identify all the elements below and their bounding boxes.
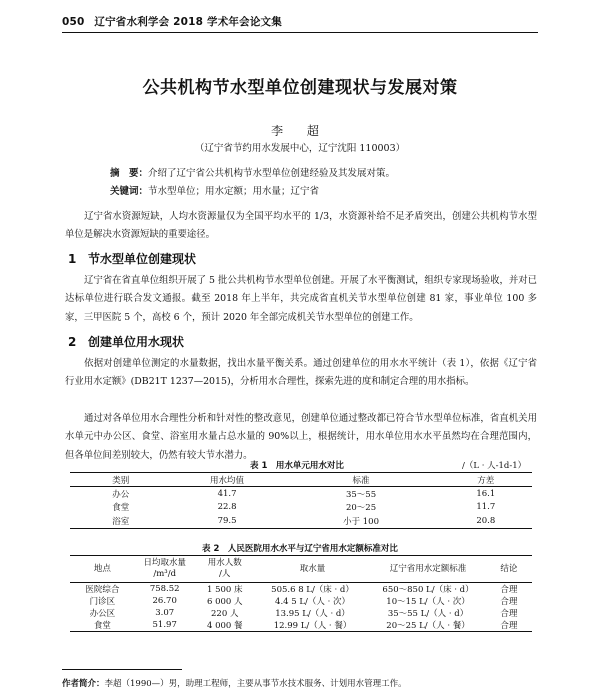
table-cell: 小于 100 [343,516,379,527]
table-cell: 食堂 [93,621,111,631]
table-cell: 11.7 [476,502,496,513]
section-2-heading: 2 创建单位用水现状 [68,335,185,349]
table-2-caption: 表 2 人民医院用水水平与辽宁省用水定额标准对比 [202,544,398,554]
table-1 [70,472,532,529]
column-header: 类别 [70,473,172,487]
table-cell: 合理 [500,597,518,607]
section-2-paragraph-1: 依据对创建单位测定的水量数据，找出水量平衡关系。通过创建单位的用水水平统计（表 1），依据《辽宁省行业用水定额》(DB21T 1237—2015)，分析用水合理性，探索先进的度和制定合理的用水指标。 [65,358,537,388]
keywords-label: 关键词： [110,186,149,197]
table-cell: 22.8 [217,502,237,513]
column-header: 地点 [70,556,135,583]
table-cell: 1 500 床 [206,585,243,595]
table-1-unit: /（L · 人-1d-1） [462,461,527,471]
table-cell: 20～25 L/（人 · 餐） [386,621,470,631]
table-row [70,514,532,528]
table-cell: 35～55 [345,489,377,500]
table-cell: 6 000 人 [206,597,243,607]
column-header: 辽宁省用水定额标准 [370,556,486,583]
table-cell: 220 人 [211,609,239,619]
table-1-caption: 表 1 用水单元用水对比 [250,461,344,471]
column-header: 结论 [486,556,532,583]
column-header: 用水人数 /人 [195,556,255,583]
paper-title: 公共机构节水型单位创建现状与发展对策 [142,78,458,98]
column-header: 标准 [283,473,440,487]
table-cell: 3.07 [155,608,175,618]
table-row [70,501,532,515]
author: 李 超 [271,124,329,138]
table-cell: 医院综合 [85,585,120,595]
table-cell: 合理 [500,621,518,631]
column-header: 日均取水量 /m³/d [135,556,195,583]
keywords-text: 节水型单位；用水定额；用水量；辽宁省 [148,186,320,197]
column-header: 取水量 [255,556,371,583]
table-cell: 505.6 8 L/（床 · d） [271,585,354,595]
table-header-row [70,473,532,487]
table-cell: 10～15 L/（人 · 次） [386,597,470,607]
table-cell: 35～55 L/（人 · d） [387,609,469,619]
abstract-block [110,165,530,201]
abstract-label: 摘 要： [110,168,149,179]
table-row [70,487,532,501]
table-cell: 26.70 [152,596,177,606]
table-cell: 13.95 L/（人 · d） [275,609,350,619]
author-footnote [62,677,407,689]
running-header [62,14,282,29]
section-1-paragraph: 辽宁省在省直单位组织开展了 5 批公共机构节水型单位创建。开展了水平衡测试，组织专家现场验收，并对已达标单位进行联合发文通报。截至 2018 年上半年，共完成省直机关节水型单位创建 81 家，事业单位 100 多家，三甲医院 5 个，高校 6 个，预计 2020 年全部完成机关节水型单位的创建工作。 [65,275,537,323]
table-2 [70,555,532,632]
table-cell: 4 000 餐 [206,621,243,631]
page-number: 050 [62,16,85,28]
table-cell: 758.52 [149,584,180,594]
table-cell: 浴室 [112,516,130,527]
table-row [70,619,532,632]
section-1-heading: 1 节水型单位创建现状 [68,252,197,266]
section-2-paragraph-2: 通过对各单位用水合理性分析和针对性的整改意见，创建单位通过整改都已符合节水型单位标准，省直机关用水单元中办公区、食堂、浴室用水量占总水量的 90%以上，根据统计，用水单位用水水平虽然均在合理范围内，但各单位间差别较大，仍然有较大节水潜力。 [65,413,537,461]
footnote-rule [62,669,182,670]
running-title: 辽宁省水利学会 2018 学术年会论文集 [94,16,282,28]
table-cell: 51.97 [152,620,177,630]
table-header-row [70,556,532,583]
table-row [70,607,532,619]
affiliation: （辽宁省节约用水发展中心，辽宁沈阳 110003） [194,143,406,154]
table-cell: 41.7 [217,488,237,499]
table-cell: 合理 [500,609,518,619]
abstract-text: 介绍了辽宁省公共机构节水型单位创建经验及其发展对策。 [148,168,396,179]
abstract [110,165,530,183]
table-cell: 20～25 [345,503,377,514]
table-cell: 合理 [500,585,518,595]
keywords [110,183,530,201]
table-cell: 20.8 [476,515,496,526]
table-cell: 办公区 [89,609,116,619]
table-cell: 4.4 5 L/（人 · 次） [275,597,350,607]
intro-paragraph: 辽宁省水资源短缺，人均水资源量仅为全国平均水平的 1/3，水资源补给不足矛盾突出，创建公共机构节水型单位是解决水资源短缺的重要途径。 [65,211,537,241]
column-header: 用水均值 [172,473,283,487]
table-row [70,583,532,596]
footnote-label: 作者简介： [62,679,105,689]
table-cell: 食堂 [112,503,130,514]
table-cell: 650～850 L/（床 · d） [382,585,474,595]
table-cell: 门诊区 [89,597,116,607]
column-header: 方差 [440,473,532,487]
footnote-text: 李超（1990—）男，助理工程师，主要从事节水技术服务、计划用水管理工作。 [104,679,407,689]
table-cell: 办公 [112,489,130,500]
table-row [70,595,532,607]
table-cell: 16.1 [476,488,496,499]
table-cell: 79.5 [217,515,237,526]
header-rule [62,32,538,33]
table-cell: 12.99 L/（人 · 餐） [273,621,352,631]
